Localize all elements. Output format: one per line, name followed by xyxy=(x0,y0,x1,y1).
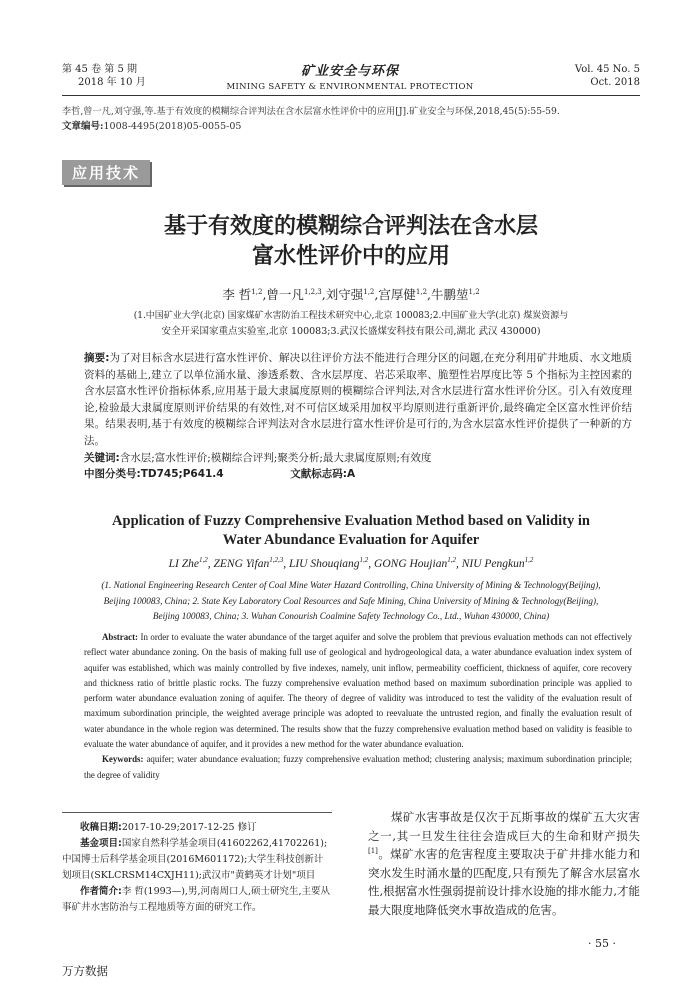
footnote xyxy=(62,820,332,916)
watermark: 万方数据 xyxy=(62,964,108,978)
authors-en: LI Zhe$^{1,2}$, ZENG Yifan$^{1,2,3}$, LIU Shouqiang$^{1,2}$, GONG Houjian$^{1,2}$, NIU Pengkun$^{1,2}$ xyxy=(168,556,534,570)
keywords-en-label: Keywords: xyxy=(102,754,144,765)
received-label: 收稿日期: xyxy=(80,822,122,833)
keywords-cn-label: 关键词: xyxy=(84,451,120,464)
affiliation-en-line1: (1. National Engineering Research Center of Coal Mine Water Hazard Controlling, China University of Mining & Technology(Beijing), xyxy=(101,580,601,590)
citation-block xyxy=(62,104,642,134)
fund-info xyxy=(62,836,332,884)
date-cn: 2018 年 10 月 xyxy=(78,77,146,88)
authors-cn: 李 哲$^{1,2}$,曾一凡$^{1,2,3}$,刘守强$^{1,2}$,宫厚健$^{1,2}$,牛鹏堃$^{1,2}$ xyxy=(222,287,480,302)
article-number-label: 文章编号: xyxy=(62,121,104,132)
journal-title-cn: 矿业安全与环保 xyxy=(300,64,399,79)
author-cn: 牛鹏堃$^{1,2}$ xyxy=(431,287,480,302)
title-cn xyxy=(62,212,640,272)
article-number-value: 1008-4495(2018)05-0055-05 xyxy=(103,121,242,132)
header-center xyxy=(200,60,500,92)
doc-code-value: A xyxy=(347,468,356,481)
doc-code-label: 文献标志码: xyxy=(290,468,347,481)
fund-label: 基金项目: xyxy=(80,838,122,849)
volume-cn: 第 45 卷 第 5 期 xyxy=(62,64,137,75)
abstract-cn-body xyxy=(84,350,632,450)
author-cn: 曾一凡$^{1,2,3}$ xyxy=(266,287,322,302)
affiliation-cn-line2: 安全开采国家重点实验室,北京 100083;3.武汉长盛煤安科技有限公司,湖北 武汉 430000) xyxy=(161,326,541,337)
body-paragraph xyxy=(368,808,640,920)
author-en: ZENG Yifan$^{1,2,3}$ xyxy=(213,556,284,570)
clc-label: 中图分类号: xyxy=(84,468,141,481)
section-badge: 应用技术 xyxy=(62,160,150,185)
affiliation-en-line2: Beijing 100083, China; 2. State Key Laboratory Coal Resources and Safe Mining, China University of Mining & Technology(Beijing), xyxy=(103,595,599,606)
body-paragraph-1: 煤矿水害事故是仅次于瓦斯事故的煤矿五大灾害之一,其一旦发生往往会造成巨大的生命和财产损失[1]。煤矿水害的危害程度主要取决于矿井排水能力和突水发生时涌水量的匹配度,只有预先了解含水层富水性,根据富水性强弱提前设计排水设施的排水能力,才能最大限度地降低突水事故造成的危害。 xyxy=(368,810,640,917)
classification-cn xyxy=(84,466,632,483)
keywords-en xyxy=(84,752,632,783)
reference-marker[interactable]: [1] xyxy=(368,847,378,856)
received-value: 2017-10-29;2017-12-25 修订 xyxy=(121,822,257,833)
author-cn: 刘守强$^{1,2}$ xyxy=(325,287,375,302)
title-en-line2: Water Abundance Evaluation for Aquifer xyxy=(222,532,480,548)
keywords-en-text: aquifer; water abundance evaluation; fuzzy comprehensive evaluation method; clustering analysis; maximum subordination principle; the degree of validity xyxy=(84,754,632,780)
author-cn: 李 哲$^{1,2}$ xyxy=(222,287,263,302)
header-left xyxy=(62,63,202,89)
affiliations-en xyxy=(50,578,652,625)
citation-text: 李哲,曾一凡,刘守强,等.基于有效度的模糊综合评判法在含水层富水性评价中的应用[J].矿业安全与环保,2018,45(5):55-59. xyxy=(62,106,560,117)
received-date xyxy=(62,820,332,836)
author-en: LIU Shouqiang$^{1,2}$ xyxy=(288,556,369,570)
volume-en: Vol. 45 No. 5 xyxy=(574,64,640,75)
header-right xyxy=(500,63,640,89)
fund-value: 国家自然科学基金项目(41602262,41702261);中国博士后科学基金项目(2016M601172);大学生科技创新计划项目(SKLCRSM14CXJH11);武汉市"黄鹤英才计划"项目 xyxy=(62,838,328,881)
keywords-cn-text: 含水层;富水性评价;模糊综合评判;聚类分析;最大隶属度原则;有效度 xyxy=(119,451,432,464)
author-bio-label: 作者简介: xyxy=(80,886,122,897)
keywords-cn xyxy=(84,450,632,467)
abstract-en-text: In order to evaluate the water abundance of the target aquifer and solve the problem that previous evaluation methods can not effectively reflect water abundance zoning. On the basis of making full use of geological and hydrogeological data, a water abundance evaluation index system of aquifer was established, which was mainly controlled by five indexes, namely, unit inflow, permeability coefficient, thickness of aquifer, core recovery and thickness ratio of brittle plastic rocks. The fuzzy comprehensive evaluation method based on maximum subordination principle was applied to perform water abundance evaluation zoning of aquifer. The theory of degree of validity was introduced to test the validity of the evaluation result of maximum subordination principle, the weighted average principle was adopted to reevaluate the untrusted region, and finally the evaluation result of water abundance in the whole region was determined. The results show that the fuzzy comprehensive evaluation method based on validity is feasible to evaluate the water abundance of aquifer, and it provides a new method for the water abundance evaluation. xyxy=(84,632,632,750)
page-number: · 55 · xyxy=(588,937,616,950)
clc-value: TD745;P641.4 xyxy=(140,468,224,481)
affiliations-cn xyxy=(62,308,640,340)
abstract-cn xyxy=(84,350,632,483)
abstract-cn-text: 为了对目标含水层进行富水性评价、解决以往评价方法不能进行合理分区的问题,在充分利用矿井地质、水文地质资料的基础上,建立了以单位涌水量、渗透系数、含水层厚度、岩芯采取率、脆塑性岩厚度比等 5 个指标为主控因素的含水层富水性评价指标体系,应用基于最大隶属度原则的模糊综合评判法,对含水层进行富水性评价分区。引入有效度理论,检验最大隶属度原则评价结果的有效性,对不可信区域采用加权平均原则进行重新评价,最终确定全区富水性评价结果。结果表明,基于有效度的模糊综合评判法对含水层进行富水性评价是可行的,为含水层富水性评价提供了一种新的方法。 xyxy=(84,352,632,447)
footnote-rule xyxy=(62,812,332,813)
author-bio xyxy=(62,884,332,916)
article-number xyxy=(62,119,642,134)
header-rule xyxy=(62,95,640,96)
abstract-en-label: Abstract: xyxy=(102,632,138,642)
abstract-en xyxy=(84,630,632,783)
title-cn-line1: 基于有效度的模糊综合评判法在含水层 xyxy=(163,214,538,239)
author-en: LI Zhe$^{1,2}$ xyxy=(168,556,208,570)
author-en: GONG Houjian$^{1,2}$ xyxy=(374,556,456,570)
abstract-en-body xyxy=(84,630,632,752)
author-bio-value: 李 哲(1993—),男,河南周口人,硕士研究生,主要从事矿井水害防治与工程地质等方面的研究工作。 xyxy=(62,886,331,913)
affiliation-en-line3: Beijing 100083, China; 3. Wuhan Conourish Coalmine Safety Technology Co., Ltd., Wuhan 430000, China) xyxy=(152,611,550,621)
affiliation-cn-line1: (1.中国矿业大学(北京) 国家煤矿水害防治工程技术研究中心,北京 100083;2.中国矿业大学(北京) 煤炭资源与 xyxy=(133,311,569,321)
date-en: Oct. 2018 xyxy=(590,77,640,88)
title-en-line1: Application of Fuzzy Comprehensive Evaluation Method based on Validity in xyxy=(112,513,590,529)
abstract-cn-label: 摘要: xyxy=(84,352,110,364)
author-cn: 宫厚健$^{1,2}$ xyxy=(378,287,428,302)
title-en xyxy=(62,512,640,550)
author-en: NIU Pengkun$^{1,2}$ xyxy=(461,556,534,570)
journal-title-en: MINING SAFETY & ENVIRONMENTAL PROTECTION xyxy=(226,82,474,92)
title-cn-line2: 富水性评价中的应用 xyxy=(251,244,450,269)
